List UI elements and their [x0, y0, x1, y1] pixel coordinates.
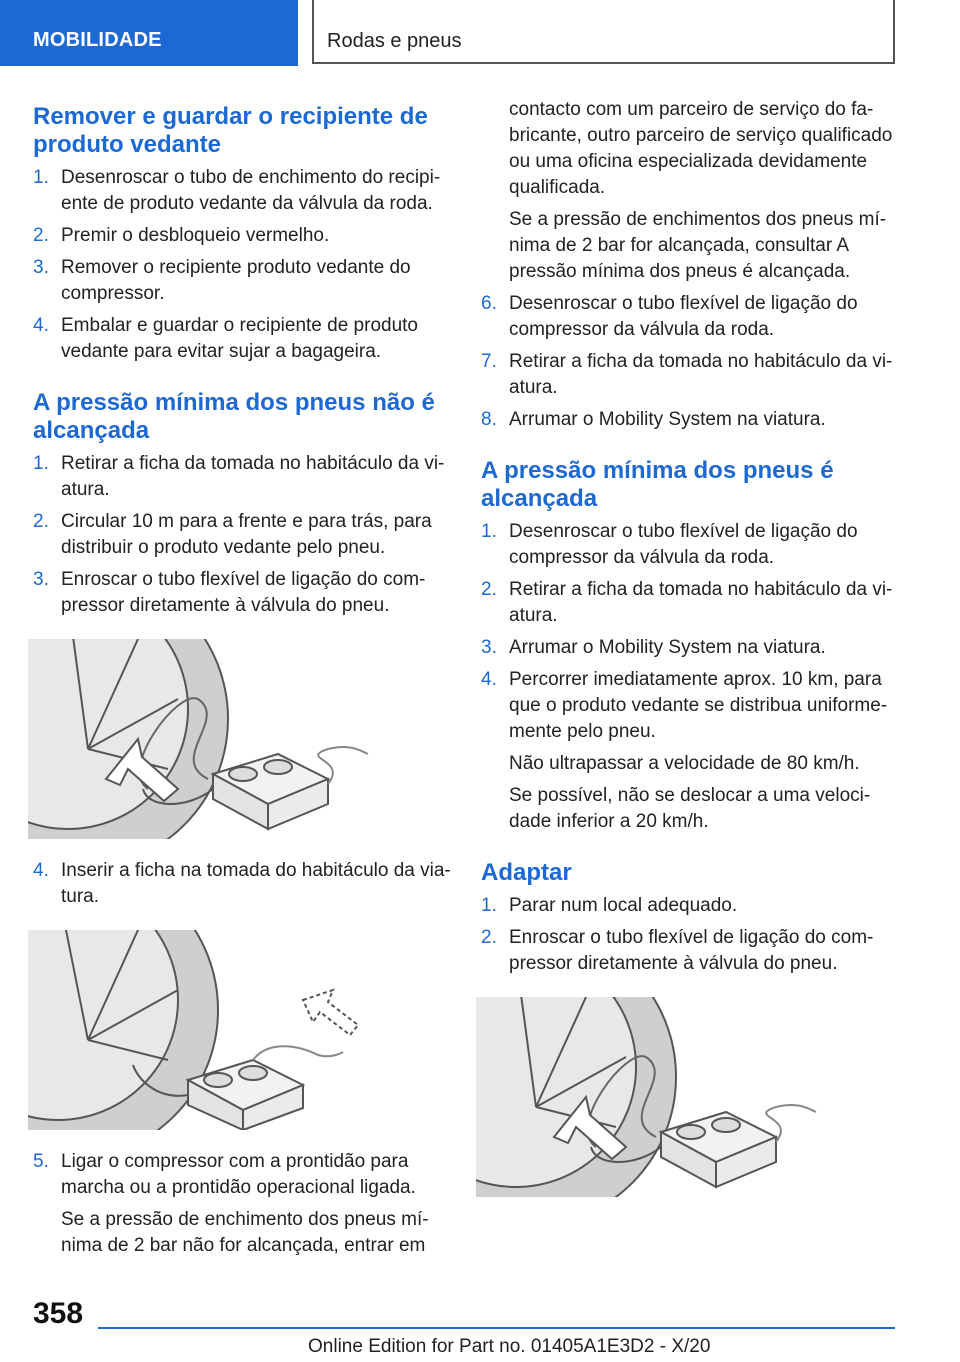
page-number: 358	[33, 1297, 84, 1330]
footer-divider	[98, 1327, 895, 1329]
wheel-valve-illustration	[476, 997, 826, 1197]
edition-label: Online Edition for Part no. 01405A1E3D2 - X/20	[308, 1336, 711, 1357]
section-title-reached: A pressão mínima dos pneus é alcançada	[481, 457, 834, 512]
list-item: 1. Parar num local adequado.	[481, 895, 738, 916]
list-item: 2. Enroscar o tubo flexível de ligação do com-pressor diretamente à válvula do pneu.	[481, 927, 874, 974]
list-item: 2. Premir o desbloqueio vermelho.	[33, 225, 330, 246]
topic-header	[312, 0, 895, 64]
steps-adapt	[481, 893, 901, 977]
right-column	[481, 99, 901, 1216]
section-label: MOBILIDADE	[33, 29, 162, 51]
section-tab	[0, 0, 298, 66]
section-title-remove: Remover e guardar o recipiente de produto vedante	[33, 103, 428, 158]
step-5-note-cont: contacto com um parceiro de serviço do fa-bricante, outro parceiro de serviço qualificado ou uma oficina especializada devidamente qualificada.	[509, 99, 893, 198]
list-item: 3. Remover o recipiente produto vedante do compressor.	[33, 257, 411, 304]
list-item: 3. Enroscar o tubo flexível de ligação do com-pressor diretamente à válvula do pneu.	[33, 569, 426, 616]
section-title-adapt: Adaptar	[481, 859, 572, 886]
left-column	[33, 103, 453, 1265]
steps-not-reached-cont	[33, 858, 453, 910]
section-title-not-reached: A pressão mínima dos pneus não é alcançada	[33, 389, 435, 444]
wheel-compressor-plug-illustration	[28, 930, 378, 1130]
topic-label: Rodas e pneus	[327, 30, 462, 52]
list-item: 4. Inserir a ficha na tomada do habitáculo da via-tura.	[33, 860, 451, 907]
steps-not-reached-cont2	[33, 1149, 453, 1201]
wheel-compressor-illustration	[28, 639, 378, 839]
list-item: 1. Desenroscar o tubo de enchimento do recipi-ente de produto vedante da válvula da roda.	[33, 167, 441, 214]
list-item: 5. Ligar o compressor com a prontidão para marcha ou a prontidão operacional ligada.	[33, 1151, 416, 1198]
steps-remove	[33, 165, 453, 365]
list-item: 6. Desenroscar o tubo flexível de ligação do compressor da válvula da roda.	[481, 293, 858, 340]
step-5-note-2: Se a pressão de enchimentos dos pneus mí-nima de 2 bar for alcançada, consultar A pressão mínima dos pneus é alcançada.	[509, 209, 887, 282]
min-speed-note: Se possível, não se deslocar a uma veloci-dade inferior a 20 km/h.	[509, 785, 871, 832]
list-item: 2. Retirar a ficha da tomada no habitáculo da vi-atura.	[481, 579, 893, 626]
list-item: 8. Arrumar o Mobility System na viatura.	[481, 409, 826, 430]
list-item: 2. Circular 10 m para a frente e para trás, para distribuir o produto vedante pelo pneu.	[33, 511, 432, 558]
list-item: 4. Embalar e guardar o recipiente de produto vedante para evitar sujar a bagageira.	[33, 315, 419, 362]
list-item: 3. Arrumar o Mobility System na viatura.	[481, 637, 826, 658]
step-5-note: Se a pressão de enchimento dos pneus mí-nima de 2 bar não for alcançada, entrar em	[61, 1209, 429, 1256]
speed-limit-note: Não ultrapassar a velocidade de 80 km/h.	[509, 753, 860, 774]
list-item: 7. Retirar a ficha da tomada no habitáculo da vi-atura.	[481, 351, 893, 398]
pointer-arrow-icon	[303, 990, 358, 1035]
steps-not-reached-end	[481, 291, 901, 433]
list-item: 1. Desenroscar o tubo flexível de ligação do compressor da válvula da roda.	[481, 521, 858, 568]
list-item: 1. Retirar a ficha da tomada no habitáculo da vi-atura.	[33, 453, 445, 500]
steps-not-reached	[33, 451, 453, 619]
steps-reached	[481, 519, 901, 745]
list-item: 4. Percorrer imediatamente aprox. 10 km, para que o produto vedante se distribua uniforme-mente pelo pneu.	[481, 669, 888, 742]
